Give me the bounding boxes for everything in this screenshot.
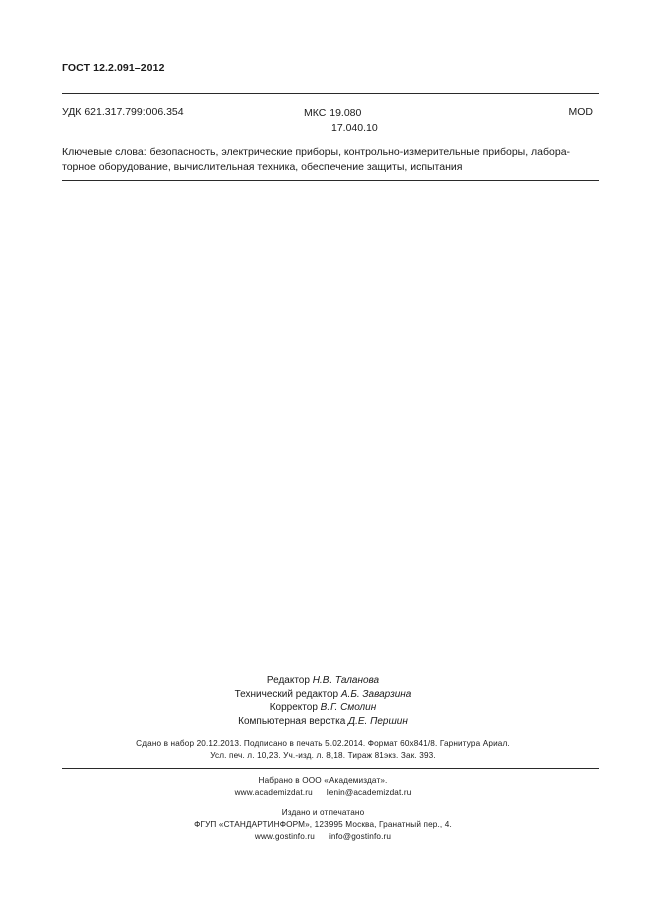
- tech-editor-name: А.Б. Заварзина: [340, 688, 412, 700]
- keywords-line-1: Ключевые слова: безопасность, электрические приборы, контрольно-измерительные приборы, лабора-: [62, 146, 571, 158]
- print-info: [0, 738, 646, 762]
- keywords-divider: [62, 180, 599, 181]
- printer-contacts: [0, 831, 646, 843]
- layout-role: Компьютерная верстка: [238, 715, 346, 727]
- printer-line-1: Издано и отпечатано: [281, 808, 365, 817]
- udk-code: УДК 621.317.799:006.354: [62, 106, 184, 118]
- mks-line-1: МКС 19.080: [304, 107, 362, 119]
- standard-number: ГОСТ 12.2.091–2012: [62, 62, 165, 74]
- printer-block: [0, 807, 646, 843]
- layout-name: Д.Е. Першин: [348, 715, 408, 727]
- editor-role: Редактор: [266, 675, 310, 686]
- print-info-line-2: Усл. печ. л. 10,23. Уч.-изд. л. 8,18. Тираж 81экз. Зак. 393.: [210, 751, 436, 760]
- printer-line-2: ФГУП «СТАНДАРТИНФОРМ», 123995 Москва, Гранатный пер., 4.: [194, 820, 452, 829]
- mod-label: MOD: [568, 106, 593, 118]
- proofreader-role: Корректор: [269, 702, 318, 713]
- credit-layout: [0, 715, 646, 729]
- publisher-contacts: [0, 787, 646, 799]
- top-divider: [62, 93, 599, 94]
- print-info-line-1: Сдано в набор 20.12.2013. Подписано в печать 5.02.2014. Формат 60х841/8. Гарнитура Ариал.: [136, 739, 510, 748]
- keywords-block: [62, 145, 599, 175]
- printer-email-link[interactable]: info@gostinfo.ru: [328, 832, 392, 841]
- tech-editor-role: Технический редактор: [234, 688, 339, 700]
- credits-block: [0, 674, 646, 728]
- mks-line-2: 17.040.10: [331, 122, 378, 134]
- credit-tech-editor: [0, 688, 646, 702]
- proofreader-name: В.Г. Смолин: [320, 702, 377, 713]
- publisher-block: [0, 775, 646, 799]
- credit-editor: [0, 674, 646, 688]
- editor-name: Н.В. Таланова: [312, 675, 380, 686]
- imprint-divider: [62, 768, 599, 769]
- printer-site-link[interactable]: www.gostinfo.ru: [254, 832, 315, 841]
- publisher-email-link[interactable]: lenin@academizdat.ru: [326, 788, 412, 797]
- publisher-line-1: Набрано в ООО «Академиздат».: [258, 776, 388, 785]
- credit-proofreader: [0, 701, 646, 715]
- keywords-line-2: торное оборудование, вычислительная техника, обеспечение защиты, испытания: [62, 161, 463, 173]
- mks-code: [304, 106, 394, 136]
- publisher-site-link[interactable]: www.academizdat.ru: [234, 788, 313, 797]
